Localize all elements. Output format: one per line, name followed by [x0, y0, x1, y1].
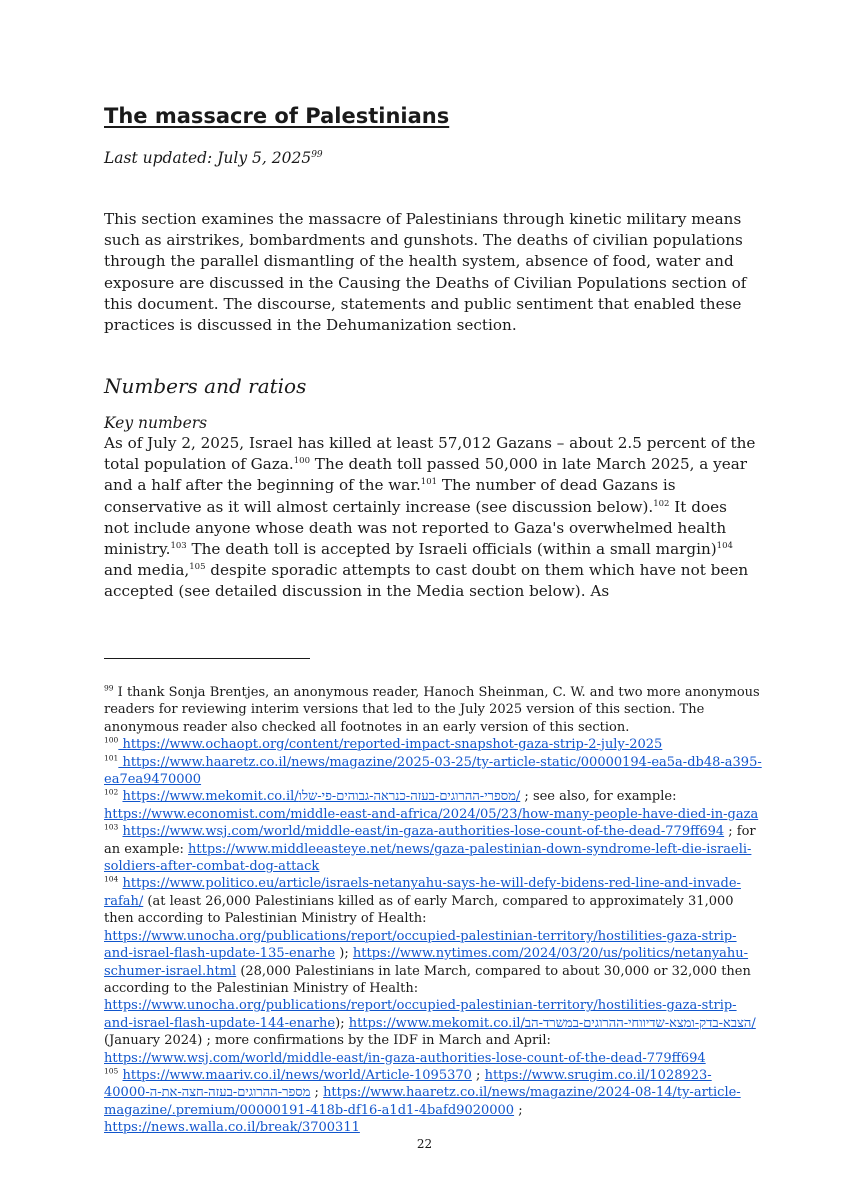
footnote-link[interactable]: https://news.walla.co.il/break/3700311	[104, 1120, 360, 1136]
sentence: As of July 2, 2025, Israel has killed at least 57,012 Gazans – about 2.5 percent of the total population of Gaza.	[104, 434, 756, 474]
footnote-103	[104, 823, 764, 875]
section-heading: Numbers and ratios	[104, 374, 307, 398]
sentence: The death toll is accepted by Israeli officials (within a small margin)	[186, 540, 717, 559]
footnote-link[interactable]: https://www.maariv.co.il/news/world/Article-1095370	[122, 1067, 472, 1083]
footnote-100	[104, 736, 764, 753]
footnote-link[interactable]: https://www.unocha.org/publications/report/occupied-palestinian-territory/hostilities-gaza-strip-and-israel-flash-update-135-enarhe	[104, 928, 737, 962]
page-title: The massacre of Palestinians	[104, 104, 450, 128]
footnote-number: 104	[104, 875, 119, 885]
sentence: and media,	[104, 561, 190, 580]
footnote-link[interactable]: https://www.wsj.com/world/middle-east/in-gaza-authorities-lose-count-of-the-dead-779ff694	[122, 824, 725, 840]
footnote-ref-101[interactable]: 101	[420, 477, 438, 488]
footnote-text: I thank Sonja Brentjes, an anonymous reader, Hanoch Sheinman, C. W. and two more anonymous readers for reviewing interim versions that led to the July 2025 version of this section. The anonymous reader also checked all footnotes in an early version of this section.	[104, 685, 760, 735]
footnote-link[interactable]: https://www.nytimes.com/2024/03/20/us/politics/netanyahu-schumer-israel.html	[104, 946, 749, 979]
footnote-link[interactable]: https://www.haaretz.co.il/news/magazine/2025-03-25/ty-article-static/00000194-ea5a-db48-a395-ea7ea9470000	[104, 754, 762, 788]
footnote-text: (January 2024) ; more confirmations by the IDF in March and April:	[104, 1033, 551, 1049]
footnote-link[interactable]: https://www.politico.eu/article/israels-netanyahu-says-he-will-defy-bidens-red-line-and-invade-rafah/	[104, 876, 741, 909]
footnote-ref-105[interactable]: 105	[189, 562, 206, 573]
footnote-link[interactable]: https://www.ochaopt.org/content/reported-impact-snapshot-gaza-strip-2-july-2025	[118, 737, 663, 753]
footnote-link[interactable]: https://www.mekomit.co.il/מספרי-ההרוגים-בעזה-כנראה-גבוהים-פי-שלו/	[122, 789, 521, 805]
key-numbers-paragraph	[104, 433, 756, 603]
footnote-number: 103	[104, 822, 119, 832]
footnote-number: 102	[104, 788, 119, 798]
footnote-104	[104, 875, 764, 1066]
footnote-number: 100	[104, 735, 119, 745]
last-updated-text: Last updated: July 5, 2025	[104, 149, 312, 167]
footnote-link[interactable]: https://www.wsj.com/world/middle-east/in-gaza-authorities-lose-count-of-the-dead-779ff694	[104, 1050, 706, 1066]
footnote-101	[104, 754, 764, 789]
footnote-text: );	[335, 1015, 349, 1031]
footnote-link[interactable]: https://www.unocha.org/publications/report/occupied-palestinian-territory/hostilities-gaza-strip-and-israel-flash-update-144-enarhe	[104, 998, 737, 1031]
footnote-text: ;	[471, 1067, 485, 1083]
sentence: It does not include anyone whose death was not reported to Gaza's overwhelmed health ministry.	[104, 497, 727, 559]
footnote-text: (28,000 Palestinians in late March, compared to about 30,000 or 32,000 then according to the Palestinian Ministry of Health:	[104, 963, 751, 996]
footnote-ref-104[interactable]: 104	[716, 540, 733, 551]
footnote-ref-103[interactable]: 103	[170, 540, 187, 551]
footnote-divider	[104, 658, 310, 659]
footnote-number: 101	[104, 753, 119, 763]
footnote-text: );	[335, 946, 353, 962]
footnote-text: ;	[310, 1085, 324, 1101]
footnote-105	[104, 1067, 764, 1137]
footnote-number: 105	[104, 1066, 119, 1076]
subheading: Key numbers	[104, 414, 208, 432]
sentence: The number of dead Gazans is conservative as it will almost certainly increase (see discussion below).	[104, 476, 676, 516]
intro-paragraph: This section examines the massacre of Palestinians through kinetic military means such as airstrikes, bombardments and gunshots. The deaths of civilian populations through the parallel dismantling of the health system, absence of food, water and exposure are discussed in the Causing the Deaths of Civilian Populations section of this document. The discourse, statements and public sentiment that enabled these practices is discussed in the Dehumanization section.	[104, 210, 747, 335]
footnote-link[interactable]: https://www.economist.com/middle-east-and-africa/2024/05/23/how-many-people-have-died-in-gaza	[104, 806, 759, 822]
page-number: 22	[416, 1137, 433, 1151]
footnote-text: ; for an example:	[104, 824, 756, 857]
footnote-text: ; see also, for example:	[520, 789, 677, 805]
footnote-ref-100[interactable]: 100	[293, 456, 310, 467]
last-updated-line	[104, 149, 323, 167]
footnote-99	[104, 684, 764, 736]
footnotes	[104, 684, 764, 1137]
footnote-link[interactable]: https://www.haaretz.co.il/news/magazine/2024-08-14/ty-article-magazine/.premium/00000191-418b-df16-a1d1-4bafd9020000	[104, 1085, 741, 1118]
sentence: The death toll passed 50,000 in late March 2025, a year and a half after the beginning of the war.	[104, 455, 748, 495]
footnote-link[interactable]: https://www.mekomit.co.il/הצבא-בדק-ומצא-שדיווחי-ההרוגים-במשרד-הב/	[348, 1015, 756, 1031]
footnote-link[interactable]: https://www.srugim.co.il/1028923-מספר-ההרוגים-בעזה-חצה-את-ה-40000	[104, 1067, 712, 1101]
footnote-text: ;	[514, 1102, 523, 1118]
footnote-102	[104, 788, 764, 823]
footnote-ref-99[interactable]: 99	[311, 149, 323, 160]
footnote-link[interactable]: https://www.middleeasteye.net/news/gaza-palestinian-down-syndrome-left-die-israeli-soldiers-after-combat-dog-attack	[104, 841, 752, 875]
footnote-text: (at least 26,000 Palestinians killed as of early March, compared to approximately 31,000 then according to Palestinian Ministry of Health:	[104, 893, 734, 927]
footnote-ref-102[interactable]: 102	[653, 498, 670, 509]
sentence: despite sporadic attempts to cast doubt on them which have not been accepted (see detailed discussion in the Media section below). As	[104, 561, 749, 601]
footnote-number: 99	[104, 683, 114, 693]
